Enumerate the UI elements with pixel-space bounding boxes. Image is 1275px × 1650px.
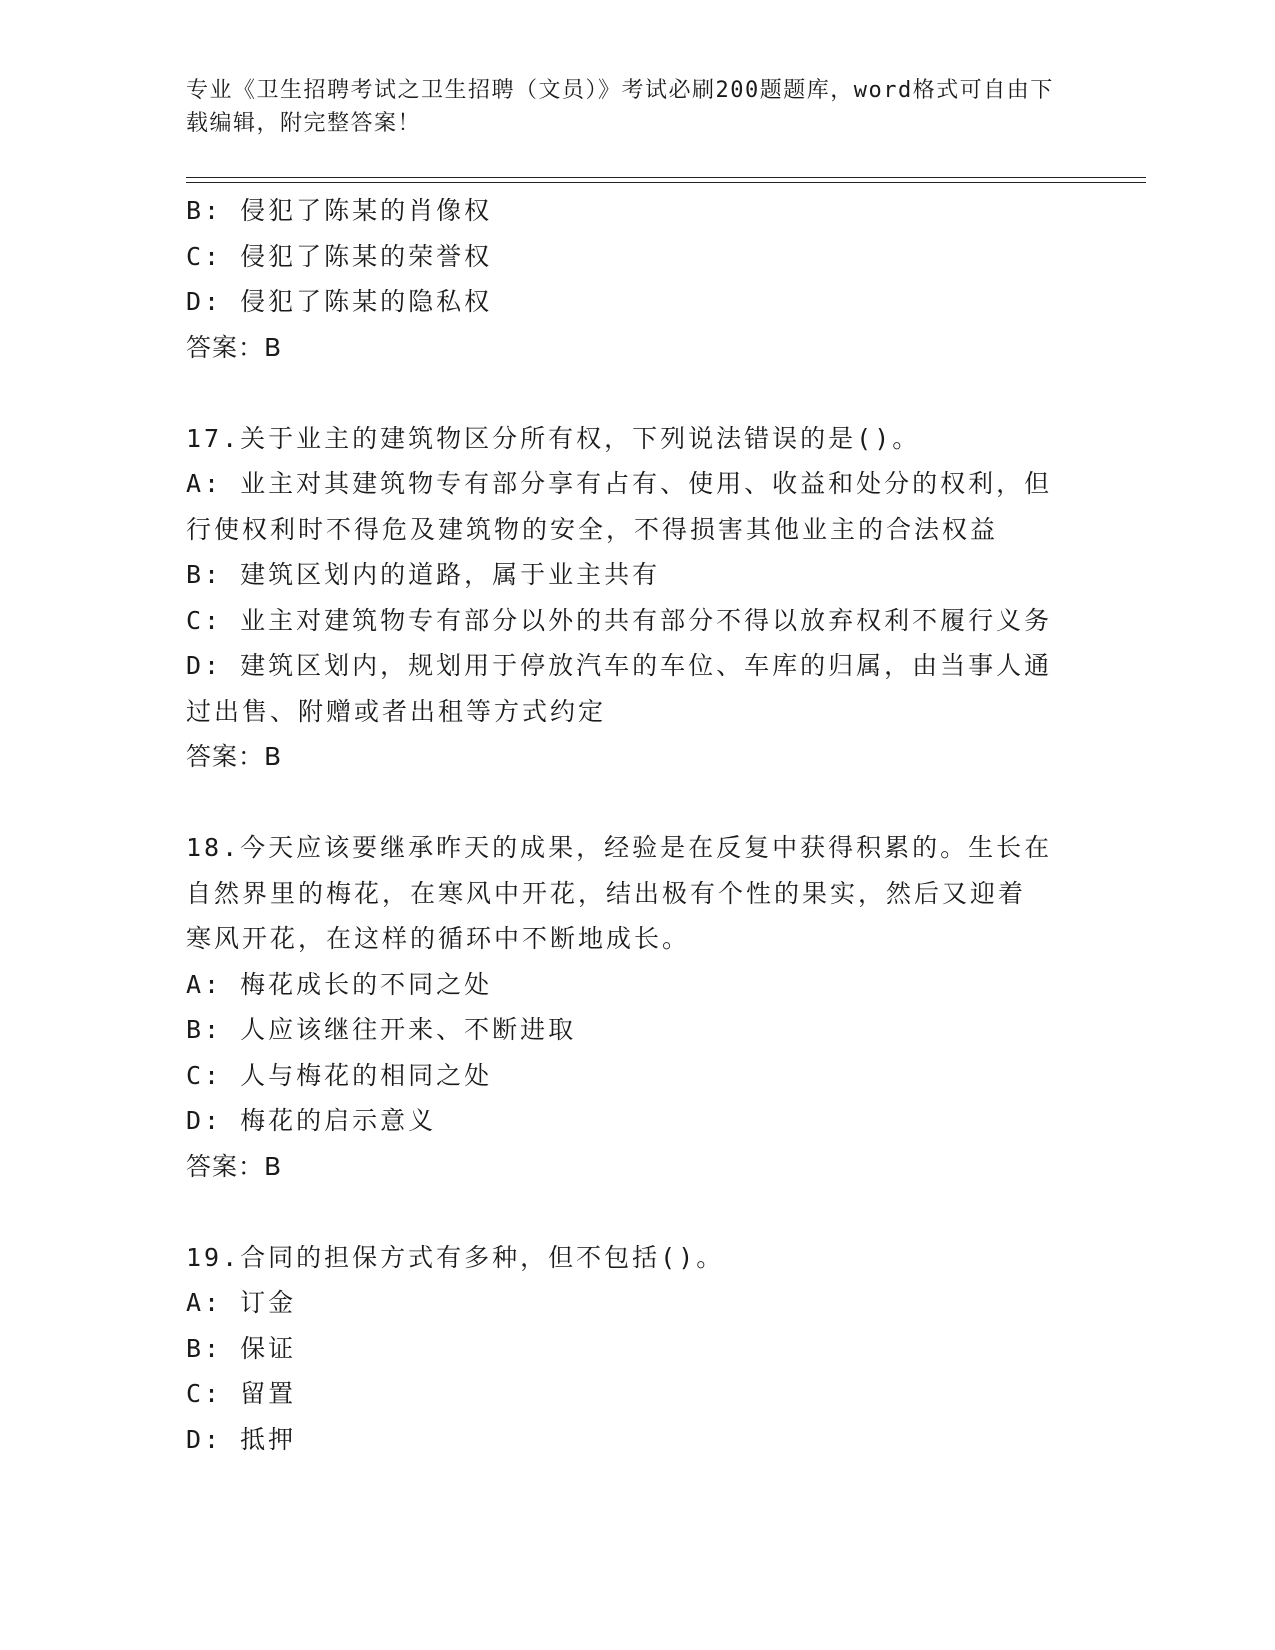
question-stem: 18.今天应该要继承昨天的成果，经验是在反复中获得积累的。生长在 [186, 833, 1053, 862]
option-line: D: 梅花的启示意义 [186, 1106, 437, 1135]
answer-line: 答案：B [186, 332, 283, 362]
spacer [186, 1189, 1066, 1235]
question-stem: 自然界里的梅花，在寒风中开花，结出极有个性的果实，然后又迎着 [186, 878, 1027, 908]
spacer [186, 780, 1066, 826]
answer-line: 答案：B [186, 1151, 283, 1181]
option-line: 行使权利时不得危及建筑物的安全，不得损害其他业主的合法权益 [186, 514, 999, 544]
option-line: C: 人与梅花的相同之处 [186, 1060, 493, 1090]
header-rule-top [186, 177, 1146, 178]
option-line: C: 留置 [186, 1379, 297, 1408]
option-line: B: 保证 [186, 1333, 297, 1363]
option-line: C: 侵犯了陈某的荣誉权 [186, 241, 493, 271]
option-line: B: 建筑区划内的道路，属于业主共有 [186, 560, 661, 589]
option-line: A: 订金 [186, 1288, 297, 1317]
question-content [186, 188, 1066, 1462]
header-rule-bottom [186, 182, 1146, 183]
option-line: B: 侵犯了陈某的肖像权 [186, 196, 493, 225]
answer-line: 答案：B [186, 742, 283, 771]
question-stem: 19.合同的担保方式有多种，但不包括()。 [186, 1242, 725, 1272]
option-line: D: 建筑区划内，规划用于停放汽车的车位、车库的归属，由当事人通 [186, 651, 1053, 680]
option-line: A: 梅花成长的不同之处 [186, 969, 493, 999]
option-line: B: 人应该继往开来、不断进取 [186, 1015, 577, 1044]
option-line: C: 业主对建筑物专有部分以外的共有部分不得以放弃权利不履行义务 [186, 605, 1053, 635]
question-stem: 寒风开花，在这样的循环中不断地成长。 [186, 924, 691, 953]
option-line: 过出售、附赠或者出租等方式约定 [186, 696, 607, 726]
option-line: D: 抵押 [186, 1424, 297, 1454]
question-stem: 17.关于业主的建筑物区分所有权，下列说法错误的是()。 [186, 423, 921, 453]
option-line: D: 侵犯了陈某的隐私权 [186, 287, 493, 316]
document-header-title: 专业《卫生招聘考试之卫生招聘（文员）》考试必刷200题题库，word格式可自由下载编辑，附完整答案！ [186, 78, 1054, 136]
option-line: A: 业主对其建筑物专有部分享有占有、使用、收益和处分的权利，但 [186, 469, 1053, 498]
spacer [186, 370, 1066, 416]
